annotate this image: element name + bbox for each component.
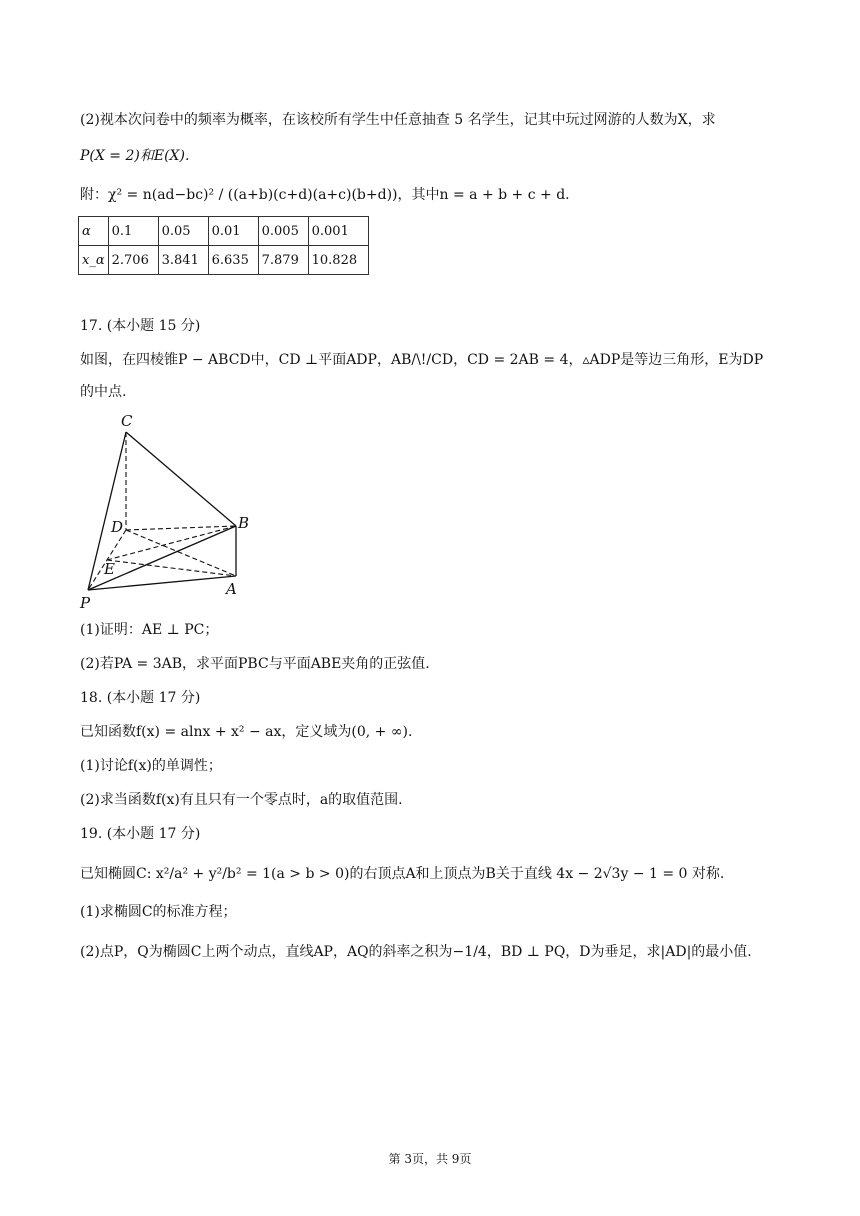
vertex-label-p: P (80, 594, 91, 612)
table-cell: 0.01 (208, 217, 258, 246)
q18-heading: 18. (本小题 17 分) (80, 690, 201, 706)
q17-part2: (2)若PA = 3AB，求平面PBC与平面ABE夹角的正弦值. (80, 656, 430, 672)
q16-part2-line1: (2)视本次问卷中的频率为概率，在该校所有学生中任意抽查 5 名学生，记其中玩过网游的人数为X，求 (80, 112, 716, 128)
q17-stem-line1: 如图，在四棱锥P − ABCD中，CD ⊥平面ADP，AB/\!/CD，CD = 2AB = 4，▵ADP是等边三角形，E为DP (80, 352, 764, 368)
table-cell: x_α (79, 246, 109, 275)
vertex-label-b: B (238, 514, 250, 532)
q17-part1: (1)证明：AE ⊥ PC； (80, 622, 219, 638)
vertex-label-c: C (121, 412, 133, 430)
q19-stem: 已知椭圆C: x²/a² + y²/b² = 1(a > b > 0)的右顶点A和上顶点为B关于直线 4x − 2√3y − 1 = 0 对称. (80, 866, 725, 882)
table-row (79, 217, 369, 246)
critical-value-table (78, 216, 369, 275)
table-cell: 0.05 (158, 217, 208, 246)
vertex-label-d: D (111, 518, 124, 536)
table-cell: 7.879 (258, 246, 308, 275)
table-cell: 0.005 (258, 217, 308, 246)
appendix-formula: 附：χ² = n(ad−bc)² / ((a+b)(c+d)(a+c)(b+d))，其中n = a + b + c + d. (80, 187, 570, 203)
table-row (79, 246, 369, 275)
table-cell: 3.841 (158, 246, 208, 275)
table-cell: 6.635 (208, 246, 258, 275)
vertex-label-e: E (104, 560, 115, 578)
pyramid-figure (78, 410, 268, 615)
q16-part2-line2: P(X = 2)和E(X). (80, 148, 190, 164)
q19-part2: (2)点P，Q为椭圆C上两个动点，直线AP，AQ的斜率之积为−1/4，BD ⊥ PQ，D为垂足，求|AD|的最小值. (80, 944, 752, 960)
q17-stem-line2: 的中点. (80, 384, 127, 400)
vertex-label-a: A (226, 580, 237, 598)
q18-part2: (2)求当函数f(x)有且只有一个零点时，a的取值范围. (80, 792, 403, 808)
table-cell: 10.828 (308, 246, 368, 275)
table-cell: α (79, 217, 109, 246)
q18-stem: 已知函数f(x) = alnx + x² − ax，定义域为(0, + ∞). (80, 724, 413, 740)
table-cell: 2.706 (108, 246, 158, 275)
q19-heading: 19. (本小题 17 分) (80, 826, 201, 842)
page-footer: 第 3页，共 9页 (388, 1152, 472, 1166)
table-cell: 0.1 (108, 217, 158, 246)
table-cell: 0.001 (308, 217, 368, 246)
q17-heading: 17. (本小题 15 分) (80, 318, 201, 334)
q18-part1: (1)讨论f(x)的单调性； (80, 758, 222, 774)
q19-part1: (1)求椭圆C的标准方程； (80, 904, 237, 920)
